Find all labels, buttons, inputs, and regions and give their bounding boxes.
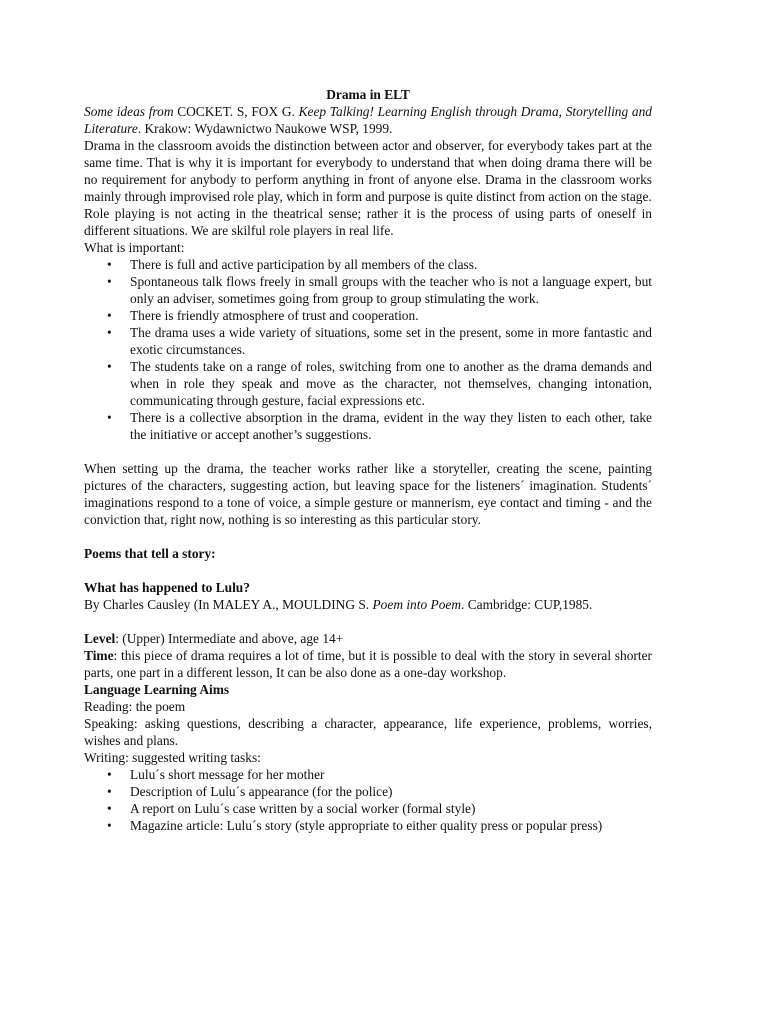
bullet-icon: • [107,308,112,323]
bullet-icon: • [107,767,112,782]
bullet-icon: • [107,410,112,425]
list-item: • Lulu´s short message for her mother [107,767,325,782]
list-item: • Spontaneous talk flows freely in small groups with the teacher who is not a language expert, but only an adviser, sometimes going from group to group stimulating the work. [107,274,652,306]
bullet-icon: • [107,359,112,374]
spacer [84,528,652,545]
bullet-icon: • [107,801,112,816]
bullet-icon: • [107,818,112,833]
level-label: Level [84,631,116,646]
lulu-heading: What has happened to Lulu? [84,580,250,595]
aims-heading: Language Learning Aims [84,682,230,697]
bullet-icon: • [107,784,112,799]
citation-publisher: . Krakow: Wydawnictwo Naukowe WSP, 1999. [137,121,393,136]
writing-tasks-list [84,766,652,834]
paragraph-role-playing: Role playing is not acting in the theatrical sense; rather it is the process of using parts of oneself in different situations. We are skilful role players in real life. [84,206,652,238]
list-item: • There is friendly atmosphere of trust and cooperation. [107,308,419,323]
source-citation [84,103,652,137]
spacer [84,562,652,579]
aim-writing: Writing: suggested writing tasks: [84,750,261,765]
aim-speaking: Speaking: asking questions, describing a character, appearance, life experience, problems, worries, wishes and plans. [84,716,652,748]
important-heading: What is important: [84,240,185,255]
list-item: • There is a collective absorption in the drama, evident in the way they listen to each other, take the initiative or accept another’s suggestions. [107,410,652,442]
spacer [84,443,652,460]
list-item: • Magazine article: Lulu´s story (style appropriate to either quality press or popular press) [107,818,603,833]
poems-heading: Poems that tell a story: [84,546,216,561]
time-line: Time: this piece of drama requires a lot of time, but it is possible to deal with the story in several shorter parts, one part in a different lesson, It can be also done as a one-day workshop. [84,648,652,680]
citation-book-title: Keep Talking! Learning English through Drama, Storytelling and Literature [84,104,652,136]
list-item: • The drama uses a wide variety of situations, some set in the present, some in more fantastic and exotic circumstances. [107,325,652,357]
list-item: • There is full and active participation by all members of the class. [107,257,478,272]
lulu-byline: By Charles Causley (In MALEY A., MOULDING S. Poem into Poem. Cambridge: CUP,1985. [84,597,593,612]
list-item: • The students take on a range of roles, switching from one to another as the drama demands and when in role they speak and move as the character, not themselves, changing intonation, communicating through gesture, facial expressions etc. [107,359,652,408]
byline-book-title: Poem into Poem [372,597,462,612]
time-label: Time [84,648,114,663]
level-line: Level: (Upper) Intermediate and above, age 14+ [84,631,344,646]
bullet-icon: • [107,325,112,340]
important-list [84,256,652,443]
paragraph-storyteller: When setting up the drama, the teacher works rather like a storyteller, creating the scene, painting pictures of the characters, suggesting action, but leaving space for the listeners´ imagination. Students´ imaginations respond to a tone of voice, a simple gesture or mannerism, eye contact and timing - and the conviction that, right now, nothing is so interesting as this particular story. [84,461,652,527]
citation-authors: COCKET. S, FOX G. [173,104,299,119]
list-item: • Description of Lulu´s appearance (for the police) [107,784,393,799]
citation-prefix: Some ideas from [84,104,174,119]
paragraph-drama-classroom: Drama in the classroom avoids the distinction between actor and observer, for everybody takes part at the same time. That is why it is important for everybody to understand that when doing drama there will be no requirement for anybody to perform anything in front of anyone else. Drama in the classroom works mainly through improvised role play, which in form and purpose is quite distinct from action on the stage. [84,138,652,204]
bullet-icon: • [107,274,112,289]
spacer [84,613,652,630]
aim-reading: Reading: the poem [84,699,186,714]
bullet-icon: • [107,257,112,272]
page-title: Drama in ELT [326,87,410,102]
list-item: • A report on Lulu´s case written by a social worker (formal style) [107,801,476,816]
